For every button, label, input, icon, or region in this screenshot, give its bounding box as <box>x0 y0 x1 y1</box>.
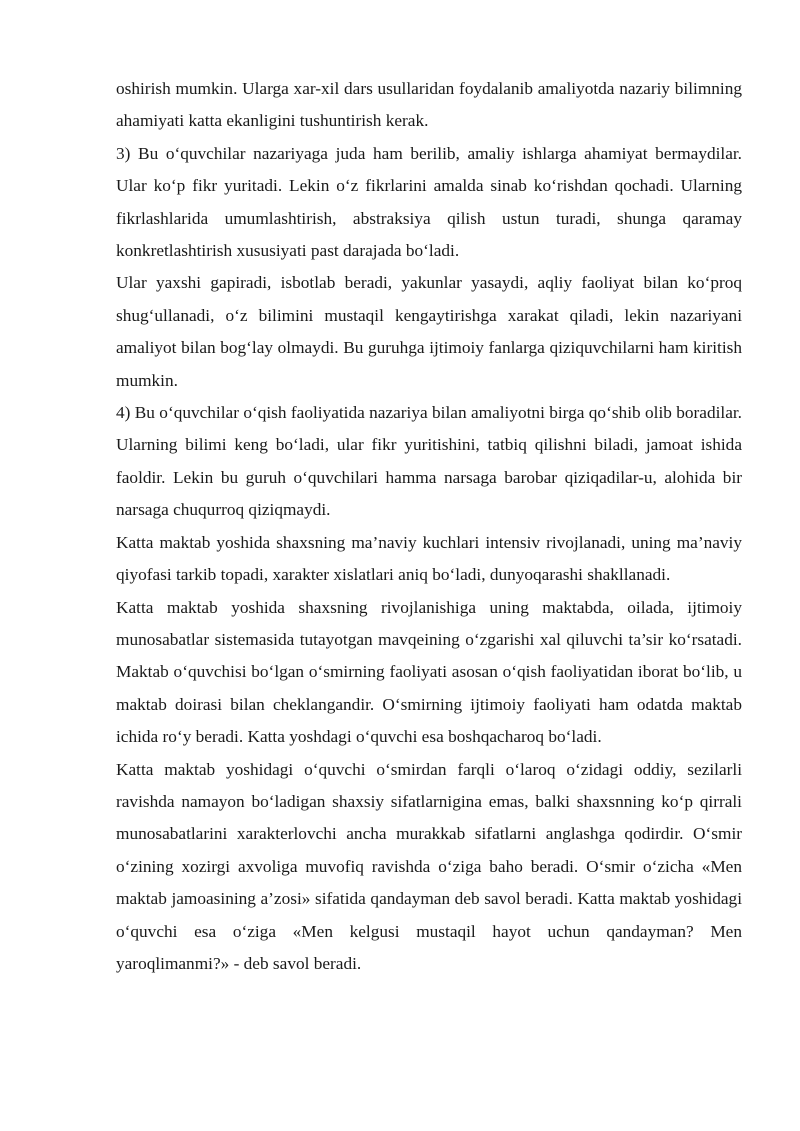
paragraph-3: Ular yaxshi gapiradi, isbotlab beradi, yakunlar yasaydi, aqliy faoliyat bilan ko‘proq shug‘ullanadi, o‘z bilimini mustaqil kengaytirishga xarakat qiladi, lekin nazariyani amaliyot bilan bog‘lay olmaydi. Bu guruhga ijtimoiy fanlarga qiziquvchilarni ham kiritish mumkin. <box>116 273 742 390</box>
paragraph-6: Katta maktab yoshida shaxsning rivojlanishiga uning maktabda, oilada, ijtimoiy munosabatlar sistemasida tutayotgan mavqeining o‘zgarishi xal qiluvchi ta’sir ko‘rsatadi. Maktab o‘quvchisi bo‘lgan o‘smirning faoliyati asosan o‘qish faoliyatidan iborat bo‘lib, u maktab doirasi bilan cheklangandir. O‘smirning ijtimoiy faoliyati ham odatda maktab ichida ro‘y beradi. Katta yoshdagi o‘quvchi esa boshqacharoq bo‘ladi. <box>116 597 742 747</box>
document-body <box>116 73 742 980</box>
paragraph-1: oshirish mumkin. Ularga xar-xil dars usullaridan foydalanib amaliyotda nazariy bilimning ahamiyati katta ekanligini tushuntirish kerak. <box>116 79 742 131</box>
paragraph-7: Katta maktab yoshidagi o‘quvchi o‘smirdan farqli o‘laroq o‘zidagi oddiy, sezilarli ravishda namayon bo‘ladigan shaxsiy sifatlarnigina emas, balki shaxsnning ko‘p qirrali munosabatlarini xarakterlovchi ancha murakkab sifatlarni anglashga qodirdir. O‘smir o‘zining xozirgi axvoliga muvofiq ravishda o‘ziga baho beradi. O‘smir o‘zicha «Men maktab jamoasining a’zosi» sifatida qandayman deb savol beradi. Katta maktab yoshidagi o‘quvchi esa o‘ziga «Men kelgusi mustaqil hayot uchun qandayman? Men yaroqlimanmi?» - deb savol beradi. <box>116 759 742 973</box>
paragraph-2: 3) Bu o‘quvchilar nazariyaga juda ham berilib, amaliy ishlarga ahamiyat bermaydilar. Ular ko‘p fikr yuritadi. Lekin o‘z fikrlarini amalda sinab ko‘rishdan qochadi. Ularning fikrlashlarida umumlashtirish, abstraksiya qilish ustun turadi, shunga qaramay konkretlashtirish xususiyati past darajada bo‘ladi. <box>116 143 742 261</box>
paragraph-4: 4) Bu o‘quvchilar o‘qish faoliyatida nazariya bilan amaliyotni birga qo‘shib olib boradilar. Ularning bilimi keng bo‘ladi, ular fikr yuritishini, tatbiq qilishni biladi, jamoat ishida faoldir. Lekin bu guruh o‘quvchilari hamma narsaga barobar qiziqadilar-u, alohida bir narsaga chuqurroq qiziqmaydi. <box>116 403 742 520</box>
paragraph-5: Katta maktab yoshida shaxsning ma’naviy kuchlari intensiv rivojlanadi, uning ma’naviy qiyofasi tarkib topadi, xarakter xislatlari aniq bo‘ladi, dunyoqarashi shakllanadi. <box>116 532 742 585</box>
